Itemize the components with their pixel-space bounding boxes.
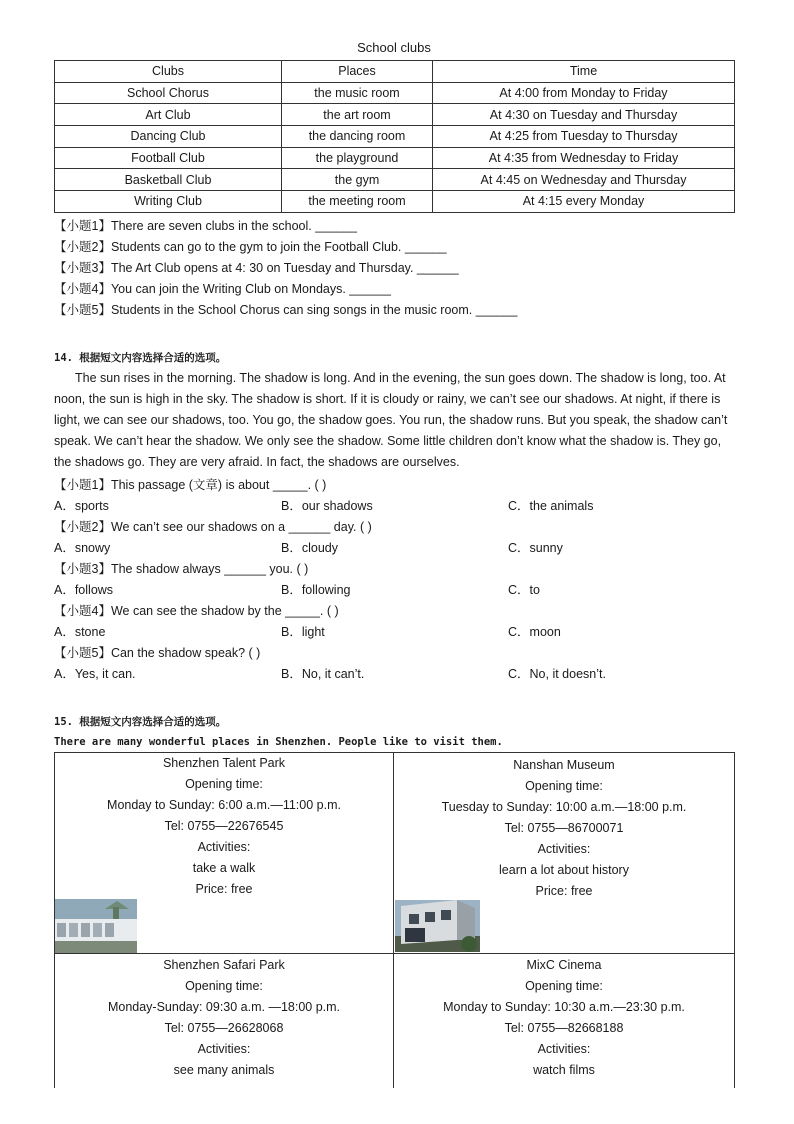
school-clubs-table <box>54 60 735 213</box>
place-name: Shenzhen Safari Park <box>163 958 285 972</box>
telephone: Tel: 0755—82668188 <box>504 1021 624 1035</box>
table-row <box>55 169 735 191</box>
opening-hours: Monday to Sunday: 6:00 a.m.—11:00 p.m. <box>107 798 341 812</box>
q13-item-4: 【小题4】You can join the Writing Club on Mondays. ______ <box>54 282 391 296</box>
q13-item-2: 【小题2】Students can go to the gym to join the Football Club. ______ <box>54 240 447 254</box>
q14-q3-option-b: B．following <box>281 583 351 597</box>
q14-q3-option-c: C．to <box>508 583 540 597</box>
activity: take a walk <box>192 861 256 875</box>
grid-right-border <box>734 752 735 1088</box>
place-card-talent-park <box>55 752 393 900</box>
cell-time: At 4:25 from Tuesday to Thursday <box>433 126 735 148</box>
place-name: Shenzhen Talent Park <box>162 756 286 770</box>
cell-place: the meeting room <box>282 191 433 213</box>
q14-q2-option-b: B．cloudy <box>281 541 338 555</box>
opening-hours: Monday to Sunday: 10:30 a.m.—23:30 p.m. <box>443 1000 685 1014</box>
table-header-row <box>55 61 735 83</box>
q14-question-4: 【小题4】We can see the shadow by the _____. ( ) <box>54 604 339 618</box>
cell-time: At 4:35 from Wednesday to Friday <box>433 147 735 169</box>
activity: see many animals <box>173 1063 275 1077</box>
header-time: Time <box>433 61 735 83</box>
q14-question-1: 【小题1】This passage (文章) is about _____. ( ) <box>54 478 327 492</box>
q14-heading: 14. 根据短文内容选择合适的选项。 <box>54 352 227 364</box>
opening-label: Opening time: <box>525 779 603 793</box>
activities-label: Activities: <box>197 840 251 854</box>
q14-q1-option-c: C．the animals <box>508 499 594 513</box>
table-row <box>55 126 735 148</box>
price: Price: free <box>535 884 593 898</box>
table-row <box>55 147 735 169</box>
q14-q2-option-a: A．snowy <box>54 541 111 555</box>
q14-q4-option-a: A．stone <box>54 625 106 639</box>
q14-q5-option-c: C．No, it doesn’t. <box>508 667 606 681</box>
cell-time: At 4:00 from Monday to Friday <box>433 82 735 104</box>
q13-item-5: 【小题5】Students in the School Chorus can sing songs in the music room. ______ <box>54 303 518 317</box>
places-grid <box>54 752 735 1088</box>
cell-time: At 4:15 every Monday <box>433 191 735 213</box>
opening-label: Opening time: <box>185 777 263 791</box>
q15-intro: There are many wonderful places in Shenzhen. People like to visit them. <box>54 736 503 748</box>
q14-q2-option-c: C．sunny <box>508 541 563 555</box>
q13-item-1: 【小题1】There are seven clubs in the school. ______ <box>54 219 357 233</box>
q14-q4-option-c: C．moon <box>508 625 561 639</box>
cell-place: the gym <box>282 169 433 191</box>
q14-q5-option-b: B．No, it can’t. <box>281 667 365 681</box>
table-row <box>55 191 735 213</box>
place-name: MixC Cinema <box>526 958 602 972</box>
cell-club: Football Club <box>55 147 282 169</box>
cell-club: School Chorus <box>55 82 282 104</box>
place-card-nanshan-museum <box>394 752 734 902</box>
nanshan-museum-photo <box>395 900 480 952</box>
cell-time: At 4:30 on Tuesday and Thursday <box>433 104 735 126</box>
opening-label: Opening time: <box>525 979 603 993</box>
opening-hours: Tuesday to Sunday: 10:00 a.m.—18:00 p.m. <box>441 800 687 814</box>
q14-q3-option-a: A．follows <box>54 583 114 597</box>
talent-park-photo <box>55 899 137 953</box>
cell-place: the playground <box>282 147 433 169</box>
opening-hours: Monday-Sunday: 09:30 a.m. —18:00 p.m. <box>107 1000 341 1014</box>
cell-club: Basketball Club <box>55 169 282 191</box>
activities-label: Activities: <box>537 842 591 856</box>
price: Price: free <box>195 882 253 896</box>
table-row <box>55 104 735 126</box>
telephone: Tel: 0755—86700071 <box>504 821 624 835</box>
cell-place: the art room <box>282 104 433 126</box>
table-row <box>55 82 735 104</box>
telephone: Tel: 0755—22676545 <box>164 819 284 833</box>
q14-passage: The sun rises in the morning. The shadow is long. And in the evening, the sun goes down. The shadow is long, too. At noon, the sun is high in the sky. The shadow is short. If it is cloudy or rainy, we can’t see our shadows. At night, if there is light, we can see our shadows, too. You go, the shadow goes. You run, the shadow runs. But you speak, the shadow can’t speak. We can’t hear the shadow. We only see the shadow. Some little children don’t know what the shadow is. They go, the shadows go. They are very afraid. In fact, the shadows are ourselves. <box>54 371 728 469</box>
cell-place: the dancing room <box>282 126 433 148</box>
place-card-safari-park <box>55 954 393 1081</box>
q14-question-2: 【小题2】We can’t see our shadows on a ______ day. ( ) <box>54 520 372 534</box>
cell-club: Dancing Club <box>55 126 282 148</box>
header-places: Places <box>282 61 433 83</box>
activities-label: Activities: <box>537 1042 591 1056</box>
q14-question-5: 【小题5】Can the shadow speak? ( ) <box>54 646 261 660</box>
header-clubs: Clubs <box>55 61 282 83</box>
q14-q5-option-a: A．Yes, it can. <box>54 667 136 681</box>
activities-label: Activities: <box>197 1042 251 1056</box>
cell-club: Art Club <box>55 104 282 126</box>
place-name: Nanshan Museum <box>513 758 615 772</box>
q13-item-3: 【小题3】The Art Club opens at 4: 30 on Tuesday and Thursday. ______ <box>54 261 459 275</box>
q14-q1-option-b: B．our shadows <box>281 499 373 513</box>
place-card-mixc-cinema <box>394 954 734 1081</box>
q14-q4-option-b: B．light <box>281 625 325 639</box>
q15-heading: 15. 根据短文内容选择合适的选项。 <box>54 716 227 728</box>
q14-question-3: 【小题3】The shadow always ______ you. ( ) <box>54 562 309 576</box>
opening-label: Opening time: <box>185 979 263 993</box>
telephone: Tel: 0755—26628068 <box>164 1021 284 1035</box>
table-caption: School clubs <box>357 40 431 55</box>
cell-club: Writing Club <box>55 191 282 213</box>
activity: watch films <box>533 1063 595 1077</box>
activity: learn a lot about history <box>499 863 629 877</box>
q14-q1-option-a: A．sports <box>54 499 109 513</box>
cell-time: At 4:45 on Wednesday and Thursday <box>433 169 735 191</box>
cell-place: the music room <box>282 82 433 104</box>
